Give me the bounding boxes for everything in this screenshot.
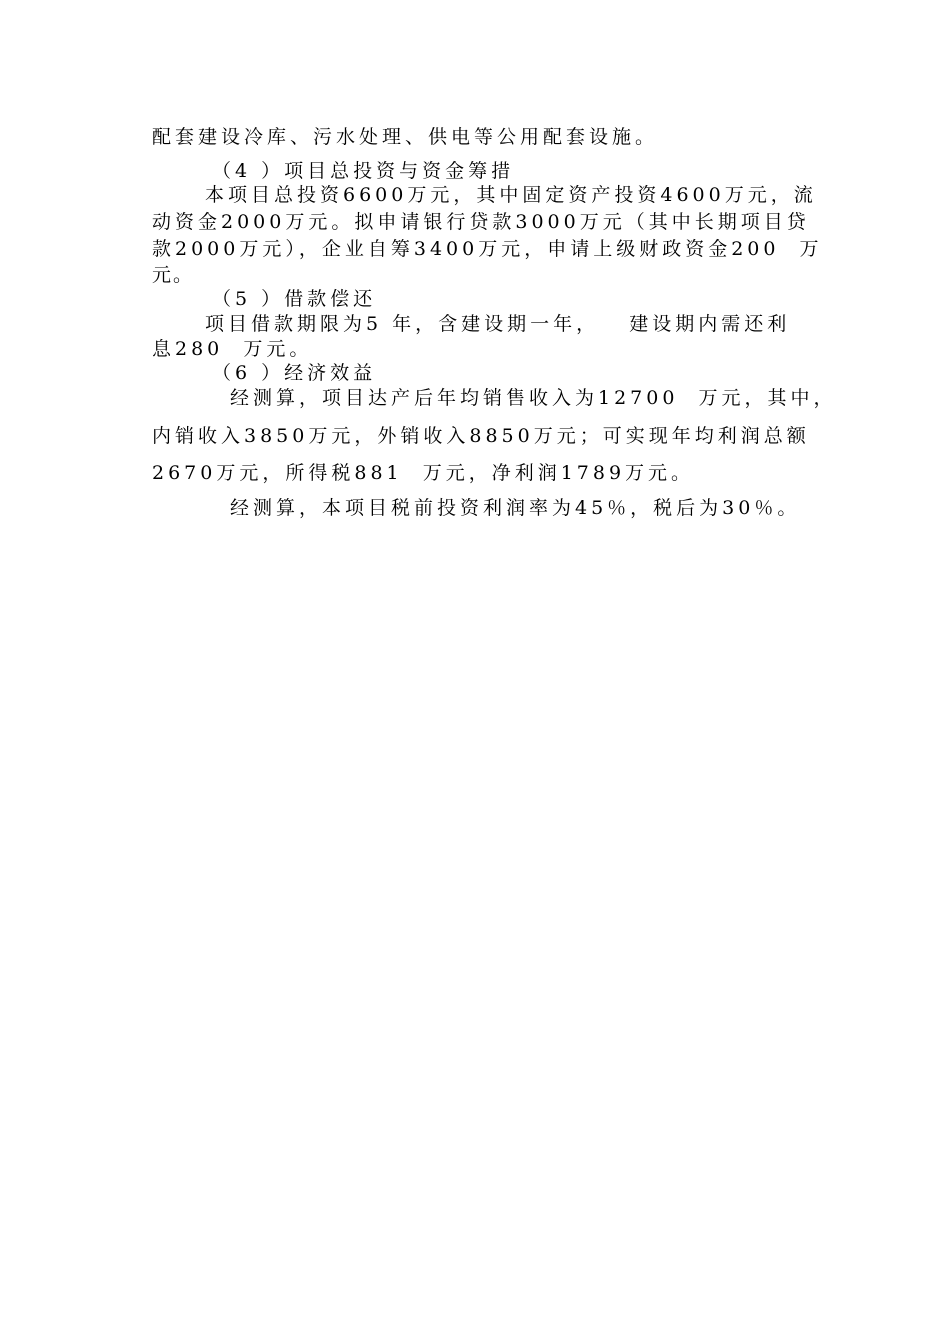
text-line-benefits-2: 内销收入3850万元，外销收入8850万元；可实现年均利润总额: [152, 425, 810, 447]
section-heading-benefits: （6 ）经济效益: [212, 362, 377, 384]
section-heading-repayment: （5 ）借款偿还: [212, 288, 377, 310]
text-line-investment-3: 款2000万元），企业自筹3400万元，申请上级财政资金200 万: [152, 238, 823, 260]
text-line-repayment-2: 息280 万元。: [152, 338, 313, 360]
text-line-investment-1: 本项目总投资6600万元，其中固定资产投资4600万元，流: [205, 184, 817, 206]
text-line-benefits-3: 2670万元，所得税881 万元，净利润1789万元。: [152, 462, 695, 484]
text-line-repayment-1: 项目借款期限为5 年，含建设期一年， 建设期内需还利: [205, 313, 791, 335]
text-line-benefits-1: 经测算，项目达产后年均销售收入为12700 万元，其中，: [230, 387, 837, 409]
text-line-investment-4: 元。: [152, 264, 195, 286]
text-line-benefits-4: 经测算，本项目税前投资利润率为45％，税后为30％。: [230, 497, 801, 519]
section-heading-investment: （4 ）项目总投资与资金筹措: [212, 160, 515, 182]
text-line-investment-2: 动资金2000万元。拟申请银行贷款3000万元（其中长期项目贷: [152, 211, 810, 233]
text-line-public-facilities: 配套建设冷库、污水处理、供电等公用配套设施。: [152, 126, 659, 148]
